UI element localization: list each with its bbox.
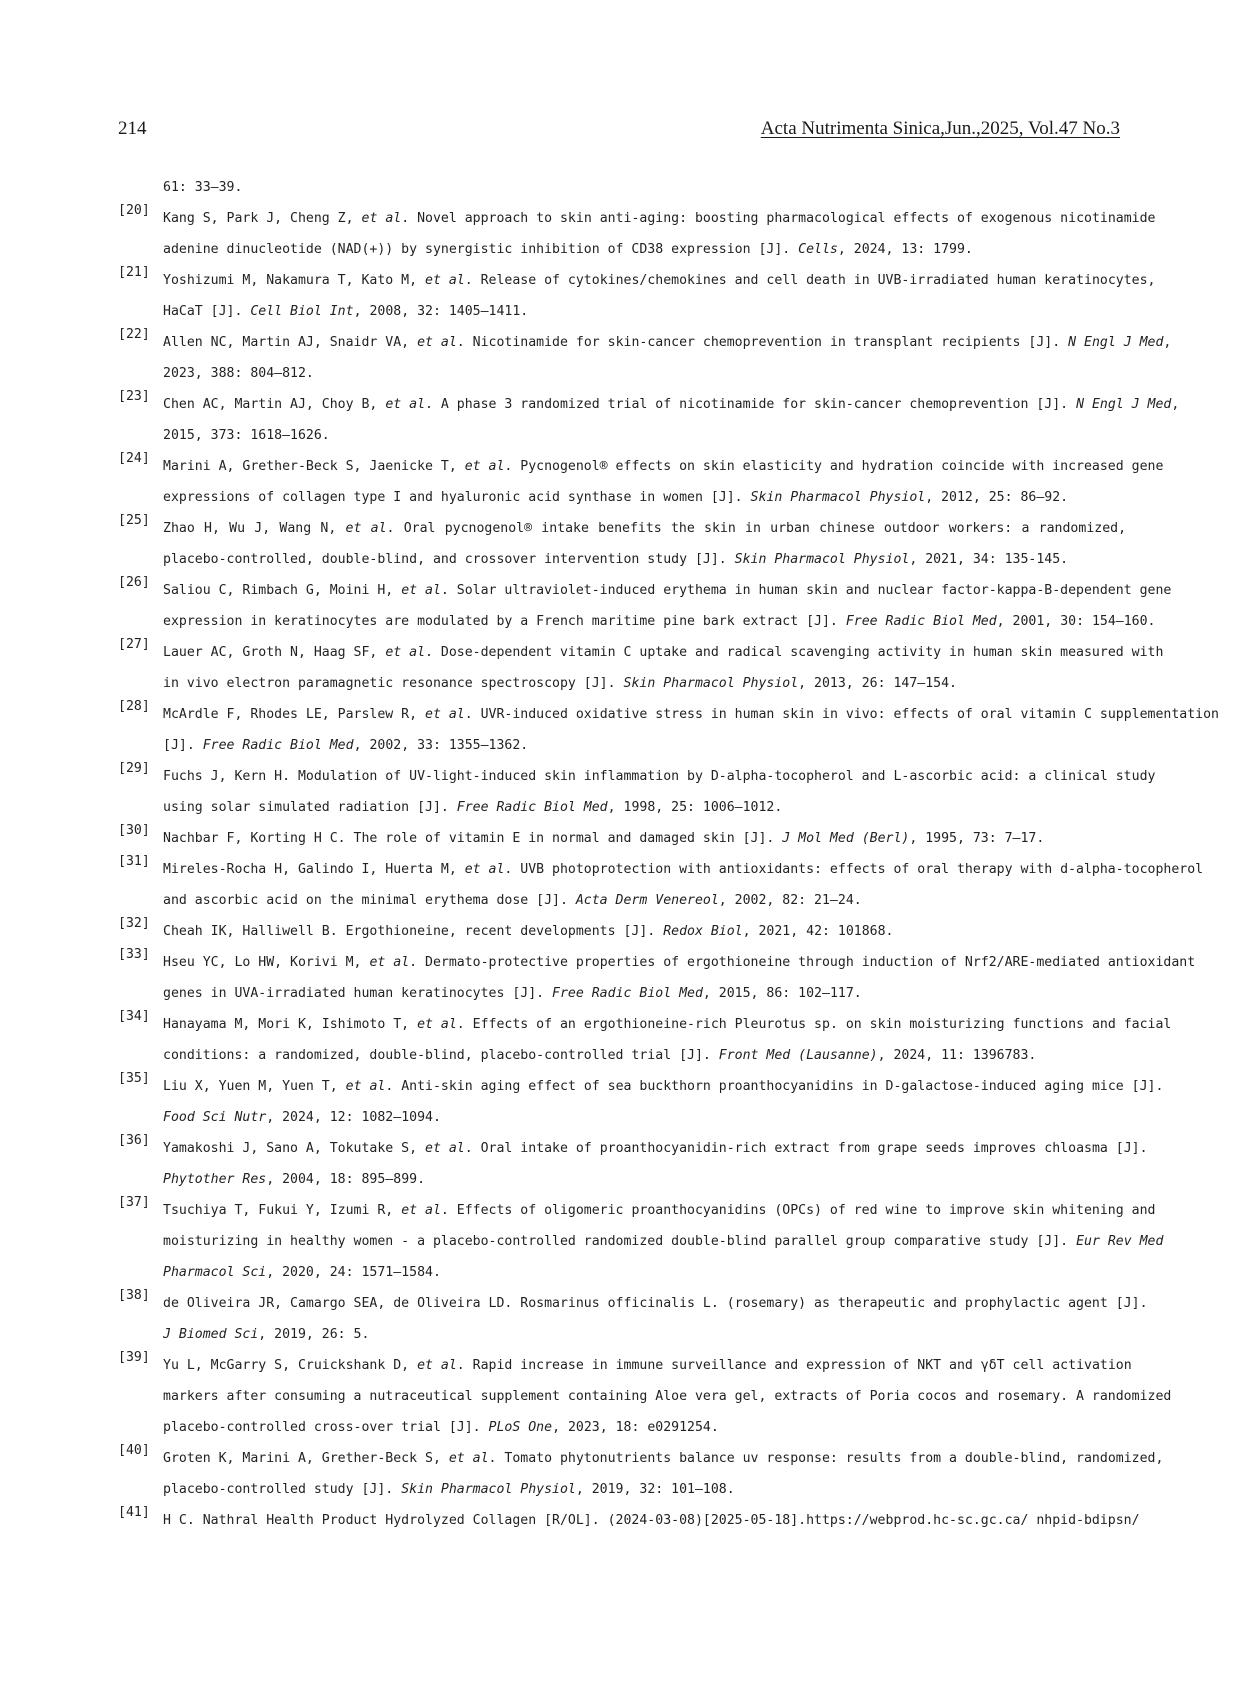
reference-number: [24] xyxy=(118,451,150,466)
journal-name: N Engl J Med xyxy=(1068,335,1164,350)
reference-line xyxy=(163,1288,1148,1319)
reference-text: HaCaT [J]. xyxy=(163,304,251,319)
reference-item xyxy=(118,699,1219,761)
reference-text: Mireles-Rocha H, Galindo I, Huerta M, xyxy=(163,862,465,877)
reference-text: 2015, 373: 1618—1626. xyxy=(163,428,330,443)
reference-line xyxy=(163,296,1126,327)
reference-text: . A phase 3 randomized trial of nicotinamide for skin-cancer chemoprevention [J]. xyxy=(425,397,1077,412)
reference-text: Yoshizumi M, Nakamura T, Kato M, xyxy=(163,273,426,288)
reference-line xyxy=(163,544,1126,575)
reference-italic: et al xyxy=(417,1358,457,1373)
reference-number: [31] xyxy=(118,854,150,869)
reference-number: [29] xyxy=(118,761,150,776)
reference-number: [35] xyxy=(118,1071,150,1086)
reference-text: . Oral intake of proanthocyanidin-rich extract from grape seeds improves chloasma [J]. xyxy=(464,1141,1148,1156)
reference-continuation: 61: 33—39. xyxy=(163,180,243,195)
reference-italic: et al xyxy=(345,1079,386,1094)
journal-title: Acta Nutrimenta Sinica,Jun.,2025, Vol.47 No.3 xyxy=(760,118,1120,139)
reference-text: Yu L, McGarry S, Cruickshank D, xyxy=(163,1358,418,1373)
reference-item xyxy=(118,1443,1164,1505)
reference-item xyxy=(118,513,1126,575)
reference-text: placebo-controlled cross-over trial [J]. xyxy=(163,1420,489,1435)
reference-text: in vivo electron paramagnetic resonance spectroscopy [J]. xyxy=(163,676,624,691)
reference-number: [33] xyxy=(118,947,150,962)
reference-line xyxy=(163,358,1126,389)
reference-item xyxy=(118,1009,1172,1071)
reference-text: Zhao H, Wu J, Wang N, xyxy=(163,521,346,536)
reference-item xyxy=(118,451,1164,513)
reference-text: , 2020, 24: 1571—1584. xyxy=(266,1265,441,1280)
reference-line xyxy=(163,389,1180,420)
reference-number: [28] xyxy=(118,699,150,714)
reference-item xyxy=(118,1505,1140,1536)
reference-text: , 2021, 34: 135-145. xyxy=(909,552,1069,567)
reference-line xyxy=(163,1071,1164,1102)
reference-line xyxy=(163,823,1126,854)
reference-text: , 2021, 42: 101868. xyxy=(742,924,894,939)
reference-item xyxy=(118,203,1156,265)
reference-text: , xyxy=(1163,335,1172,350)
reference-line xyxy=(163,234,1126,265)
reference-number: [23] xyxy=(118,389,150,404)
reference-line xyxy=(163,854,1204,885)
reference-number: [36] xyxy=(118,1133,150,1148)
reference-line xyxy=(163,1195,1156,1226)
reference-italic: et al xyxy=(425,273,465,288)
reference-italic: et al xyxy=(401,583,441,598)
reference-text: genes in UVA-irradiated human keratinocytes [J]. xyxy=(163,986,553,1001)
reference-item xyxy=(118,265,1156,327)
reference-number: [40] xyxy=(118,1443,150,1458)
reference-italic: Eur Rev Med xyxy=(1076,1234,1164,1249)
reference-italic: et al xyxy=(464,459,505,474)
reference-line xyxy=(163,1474,1126,1505)
reference-text: , 2024, 13: 1799. xyxy=(837,242,973,257)
reference-italic: Free Radic Biol Med xyxy=(845,614,997,629)
reference-text: . Pycnogenol® effects on skin elasticity and hydration coincide with increased gene xyxy=(504,459,1164,474)
reference-text: Saliou C, Rimbach G, Moini H, xyxy=(163,583,402,598)
reference-line xyxy=(163,1226,1164,1257)
reference-number: [21] xyxy=(118,265,150,280)
reference-italic: et al xyxy=(425,1141,465,1156)
reference-line xyxy=(163,1257,1126,1288)
reference-item xyxy=(118,637,1164,699)
reference-italic: et al xyxy=(464,862,505,877)
reference-italic: et al xyxy=(448,1451,489,1466)
reference-text: placebo-controlled study [J]. xyxy=(163,1482,402,1497)
reference-item xyxy=(118,854,1204,916)
reference-text: and ascorbic acid on the minimal erythema dose [J]. xyxy=(163,893,576,908)
reference-line xyxy=(163,327,1172,358)
reference-text: . Dose-dependent vitamin C uptake and radical scavenging activity in human skin measured with xyxy=(425,645,1164,660)
reference-line xyxy=(163,1505,1140,1536)
reference-text: Hseu YC, Lo HW, Korivi M, xyxy=(163,955,370,970)
reference-text: , 2024, 11: 1396783. xyxy=(877,1048,1037,1063)
reference-italic: Pharmacol Sci xyxy=(163,1265,267,1280)
reference-line xyxy=(163,265,1156,296)
reference-line xyxy=(163,420,1126,451)
reference-line xyxy=(163,761,1156,792)
reference-text: . Oral pycnogenol® intake benefits the skin in urban chinese outdoor workers: a randomized, xyxy=(386,521,1127,536)
reference-text: , 2013, 26: 147—154. xyxy=(798,676,957,691)
reference-text: . Tomato phytonutrients balance uv response: results from a double-blind, randomized, xyxy=(488,1451,1164,1466)
page-number: 214 xyxy=(118,118,147,139)
reference-text: . UVB photoprotection with antioxidants: effects of oral therapy with d-alpha-tocopherol xyxy=(504,862,1204,877)
reference-text: , 2024, 12: 1082—1094. xyxy=(266,1110,441,1125)
reference-text: H C. Nathral Health Product Hydrolyzed Collagen [R/OL]. (2024-03-08)[2025-05-18].https://webprod.hc-sc.gc.ca/ nhpid-bdipsn/ xyxy=(163,1513,1140,1528)
reference-line xyxy=(163,792,1126,823)
reference-number: [26] xyxy=(118,575,150,590)
page-header xyxy=(118,118,1120,146)
reference-text: Kang S, Park J, Cheng Z, xyxy=(163,211,362,226)
reference-text: Chen AC, Martin AJ, Choy B, xyxy=(163,397,386,412)
reference-italic: Skin Pharmacol Physiol xyxy=(401,1482,576,1497)
reference-number: [37] xyxy=(118,1195,150,1210)
reference-text: . Release of cytokines/chemokines and cell death in UVB-irradiated human keratinocytes, xyxy=(464,273,1156,288)
reference-italic: et al xyxy=(385,397,426,412)
reference-text: Allen NC, Martin AJ, Snaidr VA, xyxy=(163,335,418,350)
reference-list xyxy=(118,172,1219,1536)
reference-line xyxy=(163,606,1156,637)
reference-text: , 1995, 73: 7—17. xyxy=(909,831,1045,846)
reference-italic: Food Sci Nutr xyxy=(163,1110,267,1125)
reference-italic: et al xyxy=(425,707,465,722)
reference-text: , 2012, 25: 86—92. xyxy=(925,490,1069,505)
reference-number: [39] xyxy=(118,1350,150,1365)
reference-text: [J]. xyxy=(163,738,203,753)
reference-number: [38] xyxy=(118,1288,150,1303)
reference-line xyxy=(163,699,1219,730)
reference-text: , 2002, 82: 21—24. xyxy=(718,893,862,908)
reference-number: [41] xyxy=(118,1505,150,1520)
reference-text: expression in keratinocytes are modulated by a French maritime pine bark extract [J]. xyxy=(163,614,846,629)
reference-text: . Anti-skin aging effect of sea buckthorn proanthocyanidins in D-galactose-induced aging mice [J]. xyxy=(385,1079,1164,1094)
reference-text: markers after consuming a nutraceutical supplement containing Aloe vera gel, extracts of Poria cocos and rosemary. A randomized xyxy=(163,1389,1172,1404)
reference-text: , 2008, 32: 1405—1411. xyxy=(353,304,529,319)
reference-line xyxy=(163,1040,1126,1071)
reference-text: Groten K, Marini A, Grether-Beck S, xyxy=(163,1451,449,1466)
reference-text: Yamakoshi J, Sano A, Tokutake S, xyxy=(163,1141,426,1156)
reference-italic: Skin Pharmacol Physiol xyxy=(734,552,910,567)
reference-text: . Solar ultraviolet-induced erythema in human skin and nuclear factor-kappa-B-dependent gene xyxy=(440,583,1172,598)
reference-text: , 2002, 33: 1355—1362. xyxy=(353,738,529,753)
reference-line xyxy=(163,668,1126,699)
reference-italic: Skin Pharmacol Physiol xyxy=(750,490,926,505)
reference-line xyxy=(163,1009,1172,1040)
reference-item xyxy=(118,575,1172,637)
reference-line xyxy=(163,1381,1172,1412)
reference-text: 2023, 388: 804—812. xyxy=(163,366,314,381)
reference-text: , 2023, 18: e0291254. xyxy=(552,1420,719,1435)
reference-line xyxy=(163,916,1126,947)
reference-text: Fuchs J, Kern H. Modulation of UV-light-induced skin inflammation by D-alpha-tocopherol and L-ascorbic acid: a clinical study xyxy=(163,769,1156,784)
reference-text: . Dermato-protective properties of ergothioneine through induction of Nrf2/ARE-mediated antioxidant xyxy=(409,955,1196,970)
reference-text: . Nicotinamide for skin-cancer chemoprevention in transplant recipients [J]. xyxy=(456,335,1069,350)
reference-item xyxy=(118,327,1172,389)
reference-text: Marini A, Grether-Beck S, Jaenicke T, xyxy=(163,459,465,474)
reference-number: [22] xyxy=(118,327,150,342)
journal-name: N Engl J Med xyxy=(1076,397,1172,412)
reference-text: , xyxy=(1171,397,1180,412)
reference-text: , 2001, 30: 154—160. xyxy=(996,614,1156,629)
reference-number: [34] xyxy=(118,1009,150,1024)
reference-text: using solar simulated radiation [J]. xyxy=(163,800,457,815)
reference-line xyxy=(163,203,1156,234)
reference-text: de Oliveira JR, Camargo SEA, de Oliveira LD. Rosmarinus officinalis L. (rosemary) as therapeutic and prophylactic agent [J]. xyxy=(163,1296,1148,1311)
reference-text: Hanayama M, Mori K, Ishimoto T, xyxy=(163,1017,418,1032)
reference-item xyxy=(118,823,1126,854)
reference-line xyxy=(163,513,1126,544)
reference-item xyxy=(118,916,1126,947)
reference-item xyxy=(118,1350,1172,1443)
reference-text: . UVR-induced oxidative stress in human skin in vivo: effects of oral vitamin C supplementation xyxy=(464,707,1219,722)
reference-italic: et al xyxy=(369,955,410,970)
reference-text: adenine dinucleotide (NAD(+)) by synergistic inhibition of CD38 expression [J]. xyxy=(163,242,799,257)
reference-italic: Skin Pharmacol Physiol xyxy=(623,676,799,691)
reference-line xyxy=(163,1412,1126,1443)
reference-italic: et al xyxy=(401,1203,441,1218)
reference-italic: Free Radic Biol Med xyxy=(552,986,703,1001)
reference-italic: Front Med (Lausanne) xyxy=(718,1048,878,1063)
reference-line xyxy=(163,947,1196,978)
reference-italic: Cells xyxy=(798,242,838,257)
reference-number: [30] xyxy=(118,823,150,838)
reference-item xyxy=(118,947,1196,1009)
reference-italic: Free Radic Biol Med xyxy=(202,738,354,753)
reference-line xyxy=(163,1102,1126,1133)
reference-italic: Acta Derm Venereol xyxy=(575,893,719,908)
reference-text: Nachbar F, Korting H C. The role of vitamin E in normal and damaged skin [J]. xyxy=(163,831,783,846)
reference-text: , 2019, 32: 101—108. xyxy=(575,1482,735,1497)
reference-line xyxy=(163,1443,1164,1474)
reference-italic: Phytother Res xyxy=(163,1172,267,1187)
reference-italic: J Biomed Sci xyxy=(163,1327,259,1342)
reference-italic: et al xyxy=(361,211,402,226)
reference-item xyxy=(118,1288,1148,1350)
reference-italic: et al xyxy=(417,335,457,350)
reference-text: , 1998, 25: 1006—1012. xyxy=(607,800,783,815)
reference-text: . Effects of oligomeric proanthocyanidins (OPCs) of red wine to improve skin whitening and xyxy=(440,1203,1156,1218)
reference-text: Cheah IK, Halliwell B. Ergothioneine, recent developments [J]. xyxy=(163,924,664,939)
reference-line xyxy=(163,730,1126,761)
reference-line xyxy=(163,1164,1126,1195)
reference-line xyxy=(163,637,1164,668)
reference-text: , 2015, 86: 102—117. xyxy=(702,986,862,1001)
reference-number: [20] xyxy=(118,203,150,218)
reference-italic: PLoS One xyxy=(488,1420,553,1435)
reference-number: [25] xyxy=(118,513,150,528)
reference-italic: et al xyxy=(385,645,426,660)
reference-italic: Cell Biol Int xyxy=(250,304,354,319)
reference-text: , 2019, 26: 5. xyxy=(258,1327,370,1342)
reference-number: [32] xyxy=(118,916,150,931)
reference-item xyxy=(118,761,1156,823)
reference-text: , 2004, 18: 895—899. xyxy=(266,1172,426,1187)
reference-item xyxy=(118,1195,1164,1288)
reference-italic: Free Radic Biol Med xyxy=(456,800,608,815)
reference-text: McArdle F, Rhodes LE, Parslew R, xyxy=(163,707,426,722)
reference-line xyxy=(163,978,1126,1009)
reference-italic: et al xyxy=(417,1017,457,1032)
reference-text: expressions of collagen type I and hyaluronic acid synthase in women [J]. xyxy=(163,490,751,505)
reference-text: moisturizing in healthy women - a placebo-controlled randomized double-blind parallel group comparative study [J]. xyxy=(163,1234,1077,1249)
reference-text: Lauer AC, Groth N, Haag SF, xyxy=(163,645,386,660)
reference-italic: Redox Biol xyxy=(663,924,743,939)
reference-item xyxy=(118,1133,1148,1195)
reference-italic: et al xyxy=(345,521,387,536)
reference-text: placebo-controlled, double-blind, and crossover intervention study [J]. xyxy=(163,552,735,567)
reference-line xyxy=(163,1133,1148,1164)
reference-text: Tsuchiya T, Fukui Y, Izumi R, xyxy=(163,1203,402,1218)
reference-item xyxy=(118,1071,1164,1133)
reference-italic: J Mol Med (Berl) xyxy=(782,831,910,846)
reference-line xyxy=(163,451,1164,482)
reference-line xyxy=(163,575,1172,606)
reference-text: Liu X, Yuen M, Yuen T, xyxy=(163,1079,346,1094)
reference-line xyxy=(163,1350,1132,1381)
reference-text: . Novel approach to skin anti-aging: boosting pharmacological effects of exogenous nicotinamide xyxy=(401,211,1156,226)
reference-text: . Rapid increase in immune surveillance and expression of NKT and γδT cell activation xyxy=(456,1358,1132,1373)
reference-number: [27] xyxy=(118,637,150,652)
reference-item xyxy=(118,389,1180,451)
reference-line xyxy=(163,482,1126,513)
reference-text: conditions: a randomized, double-blind, placebo-controlled trial [J]. xyxy=(163,1048,719,1063)
reference-text: . Effects of an ergothioneine-rich Pleurotus sp. on skin moisturizing functions and facial xyxy=(456,1017,1172,1032)
reference-line xyxy=(163,1319,1126,1350)
reference-line xyxy=(163,885,1126,916)
